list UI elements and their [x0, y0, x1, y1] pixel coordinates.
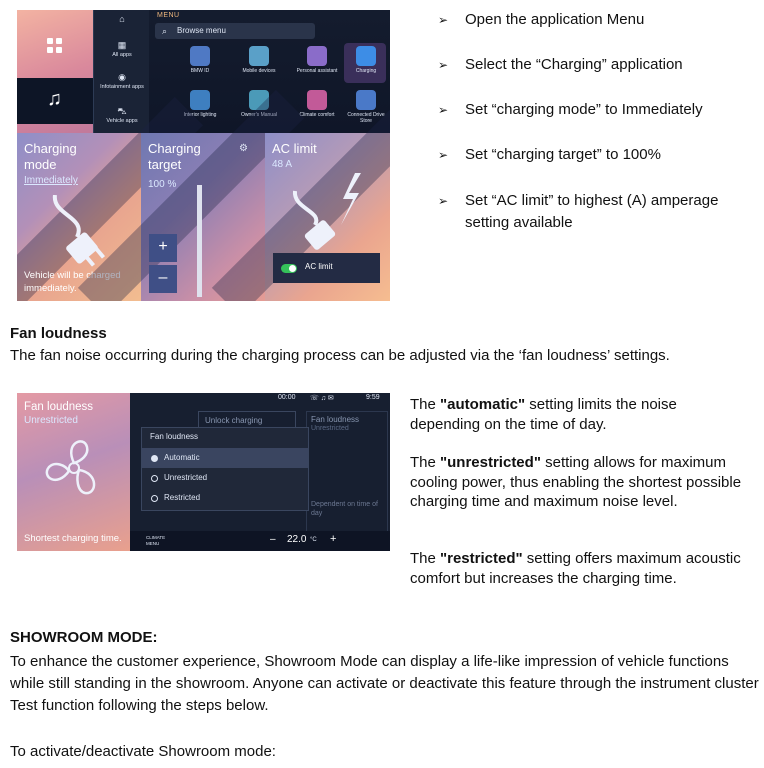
charging-screenshot: [17, 10, 390, 301]
store-icon: [356, 90, 376, 110]
arrow-bullet-icon: ➢: [438, 103, 449, 117]
status-time: 00:00: [278, 394, 296, 401]
menu-sidebar: [93, 10, 150, 133]
option-unrestricted[interactable]: Unrestricted: [142, 468, 308, 488]
fan-loudness-tile[interactable]: [17, 393, 130, 551]
showroom-body: To enhance the customer experience, Showroom Mode can display a life-like impression of vehicle functions while still standing in the showroom. Anyone can activate or deactivate this feature through the instrument cluster Test function following the steps below.: [10, 653, 759, 714]
charging-target-slider[interactable]: [197, 185, 202, 297]
ac-limit-title: AC limit: [272, 141, 317, 156]
apps-grid-button[interactable]: [17, 24, 93, 70]
charging-plug-icon: [356, 46, 376, 66]
climate-icon: [307, 90, 327, 110]
ac-limit-tile[interactable]: [265, 133, 390, 301]
home-icon: ⌂: [119, 14, 125, 24]
app-bmw-id[interactable]: BMW ID: [177, 46, 223, 74]
status-icons: ☏ ♫ ✉: [310, 395, 334, 402]
ac-limit-toggle-label: AC limit: [305, 262, 333, 271]
fan-tile-footer: Shortest charging time.: [24, 533, 122, 544]
grid-icon: [47, 38, 63, 54]
menu-header: Fan loudness: [150, 432, 199, 441]
unlock-charging-tile[interactable]: Unlock charging: [198, 411, 296, 429]
grid-icon: ▦: [117, 40, 127, 50]
climate-bar: [130, 531, 390, 551]
sidebar-item-vehicle-apps[interactable]: ⛍ Vehicle apps: [94, 106, 150, 124]
temperature-value: 22.0: [287, 534, 307, 545]
app-charging[interactable]: Charging: [343, 46, 389, 74]
arrow-bullet-icon: ➢: [438, 194, 449, 208]
fan-loudness-bg-tile[interactable]: Fan loudness Unrestricted Dependent on time of day: [306, 411, 388, 533]
showroom-heading: SHOWROOM MODE:: [10, 629, 158, 646]
lighting-icon: [190, 90, 210, 110]
temp-plus-button[interactable]: +: [330, 533, 337, 545]
radio-icon: [151, 495, 158, 502]
arrow-bullet-icon: ➢: [438, 13, 449, 27]
car-icon: ⛍: [117, 106, 127, 116]
fan-loudness-intro: The fan noise occurring during the charging process can be adjusted via the ‘fan loudness’ settings.: [10, 347, 670, 364]
ac-limit-toggle-row[interactable]: [273, 253, 380, 283]
phone-icon: [249, 46, 269, 66]
app-mobile-devices[interactable]: Mobile devices: [236, 46, 282, 74]
app-connected-drive-store[interactable]: Connected Drive Store: [343, 90, 389, 124]
fan-tile-title: Fan loudness: [24, 401, 94, 413]
charging-mode-value: Immediately: [24, 175, 78, 186]
app-owners-manual[interactable]: Owner's Manual: [236, 90, 282, 118]
fan-loudness-screenshot: [17, 393, 390, 551]
charging-target-value: 100 %: [148, 179, 177, 190]
fan-loudness-heading: Fan loudness: [10, 325, 107, 342]
person-icon: [190, 46, 210, 66]
status-bar: [130, 393, 390, 405]
ac-limit-value: 48 A: [272, 159, 293, 170]
media-icon: ◉: [118, 72, 126, 82]
radio-selected-icon: [151, 455, 158, 462]
settings-icon: ⚙: [239, 143, 248, 154]
search-icon: ⌕: [162, 26, 168, 36]
automatic-description: The "automatic" setting limits the noise depending on the time of day.: [410, 396, 677, 433]
charging-mode-title: Charging mode: [24, 141, 77, 172]
fan-loudness-menu: [141, 427, 309, 511]
assistant-icon: [307, 46, 327, 66]
increase-button[interactable]: +: [149, 234, 177, 262]
app-climate-comfort[interactable]: Climate comfort: [294, 90, 340, 118]
ac-limit-toggle[interactable]: [281, 264, 297, 273]
sidebar-item-infotainment[interactable]: ◉ Infotainment apps: [94, 72, 150, 90]
decrease-button[interactable]: –: [149, 265, 177, 293]
fan-icon: [39, 433, 109, 503]
restricted-description: The "restricted" setting offers maximum acoustic comfort but increases the charging time.: [410, 550, 741, 587]
showroom-activate-line: To activate/deactivate Showroom mode:: [10, 743, 276, 760]
menu-title: MENU: [157, 12, 180, 19]
status-clock: 9:59: [366, 394, 380, 401]
temp-minus-button[interactable]: –: [270, 534, 276, 545]
radio-icon: [151, 475, 158, 482]
sidebar-item-all-apps[interactable]: ▦ All apps: [94, 40, 150, 58]
arrow-bullet-icon: ➢: [438, 148, 449, 162]
charging-bolt-icon: [285, 173, 375, 253]
option-automatic[interactable]: Automatic: [142, 448, 308, 468]
unrestricted-description: The "unrestricted" setting allows for maximum cooling power, thus enabling the shortest possible charging time and maximum noise level.: [410, 454, 742, 510]
app-personal-assistant[interactable]: Personal assistant: [294, 46, 340, 74]
fan-tile-value: Unrestricted: [24, 415, 78, 426]
climate-menu-button[interactable]: CLIMATE MENU: [146, 535, 166, 546]
home-button[interactable]: [94, 14, 150, 26]
media-button[interactable]: [17, 78, 93, 124]
charging-target-title: Charging target: [148, 141, 201, 172]
temperature-unit: °C: [310, 537, 317, 543]
arrow-bullet-icon: ➢: [438, 58, 449, 72]
browse-menu-input[interactable]: ⌕ Browse menu: [155, 23, 315, 39]
option-restricted[interactable]: Restricted: [142, 488, 308, 508]
left-rail: [17, 10, 93, 133]
music-note-icon: ♫: [47, 88, 62, 110]
app-interior-lighting[interactable]: Interior lighting: [177, 90, 223, 118]
charging-mode-footer: Vehicle will be charged immediately.: [24, 270, 121, 294]
